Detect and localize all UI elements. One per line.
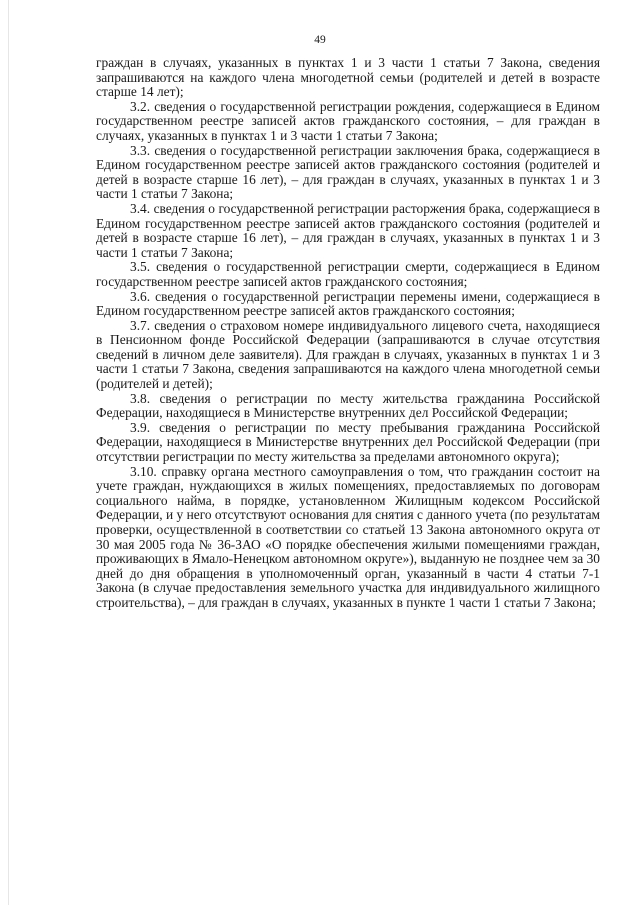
paragraph-3-6: 3.6. сведения о государственной регистрации перемены имени, содержащиеся в Едином государственном реестре записей актов гражданского состояния; xyxy=(96,288,600,319)
paragraph-3-9: 3.9. сведения о регистрации по месту пребывания гражданина Российской Федерации, находящиеся в Министерстве внутренних дел Российской Федерации (при отсутствии регистрации по месту жительства за пределами автономного округа); xyxy=(96,419,600,465)
page-number: 49 xyxy=(314,34,326,46)
paragraph-3-5: 3.5. сведения о государственной регистрации смерти, содержащиеся в Едином государственном реестре записей актов гражданского состояния; xyxy=(96,259,600,289)
page-content xyxy=(96,56,600,611)
paragraph-3-7: 3.7. сведения о страховом номере индивидуального лицевого счета, находящиеся в Пенсионном фонде Российской Федерации (запрашиваются в случае отсутствия сведений в личном деле заявителя). Для граждан в случаях, указанных в пунктах 1 и 3 части 1 статьи 7 Закона, сведения запрашиваются на каждого члена многодетной семьи (родителей и детей); xyxy=(96,317,600,392)
paragraph-3-10: 3.10. справку органа местного самоуправления о том, что гражданин состоит на учете граждан, нуждающихся в жилых помещениях, предоставляемых по договорам социального найма, в порядке, установленном Жилищным кодексом Российской Федерации, и у него отсутствуют основания для снятия с данного учета (по результатам проверки, осуществленной в соответствии со статьей 13 Закона автономного округа от 30 мая 2005 года № 36-ЗАО «О порядке обеспечения жилыми помещениями граждан, проживающих в Ямало-Ненецком автономном округе»), выданную не позднее чем за 30 дней до дня обращения в уполномоченный орган, указанный в части 4 статьи 7-1 Закона (в случае предоставления земельного участка для индивидуального жилищного строительства), – для граждан в случаях, указанных в пункте 1 части 1 статьи 7 Закона; xyxy=(96,463,600,610)
paragraph-3-8: 3.8. сведения о регистрации по месту жительства гражданина Российской Федерации, находящиеся в Министерстве внутренних дел Российской Федерации; xyxy=(96,390,600,421)
scan-edge xyxy=(8,0,9,905)
paragraph-3-3: 3.3. сведения о государственной регистрации заключения брака, содержащиеся в Едином государственном реестре записей актов гражданского состояния (родителей и детей в возрасте старше 16 лет), – для граждан в случаях, указанных в пунктах 1 и 3 части 1 статьи 7 Закона; xyxy=(96,142,600,202)
paragraph-3-2: 3.2. сведения о государственной регистрации рождения, содержащиеся в Едином государственном реестре записей актов гражданского состояния, – для граждан в случаях, указанных в пунктах 1 и 3 части 1 статьи 7 Закона; xyxy=(96,98,600,143)
paragraph-continuation: граждан в случаях, указанных в пунктах 1 и 3 части 1 статьи 7 Закона, сведения запрашиваются на каждого члена многодетной семьи (родителей и детей в возрасте старше 14 лет); xyxy=(96,55,600,100)
paragraph-3-4: 3.4. сведения о государственной регистрации расторжения брака, содержащиеся в Едином государственном реестре записей актов гражданского состояния (родителей и детей в возрасте старше 16 лет), – для граждан в случаях, указанных в пунктах 1 и 3 части 1 статьи 7 Закона; xyxy=(96,200,600,260)
